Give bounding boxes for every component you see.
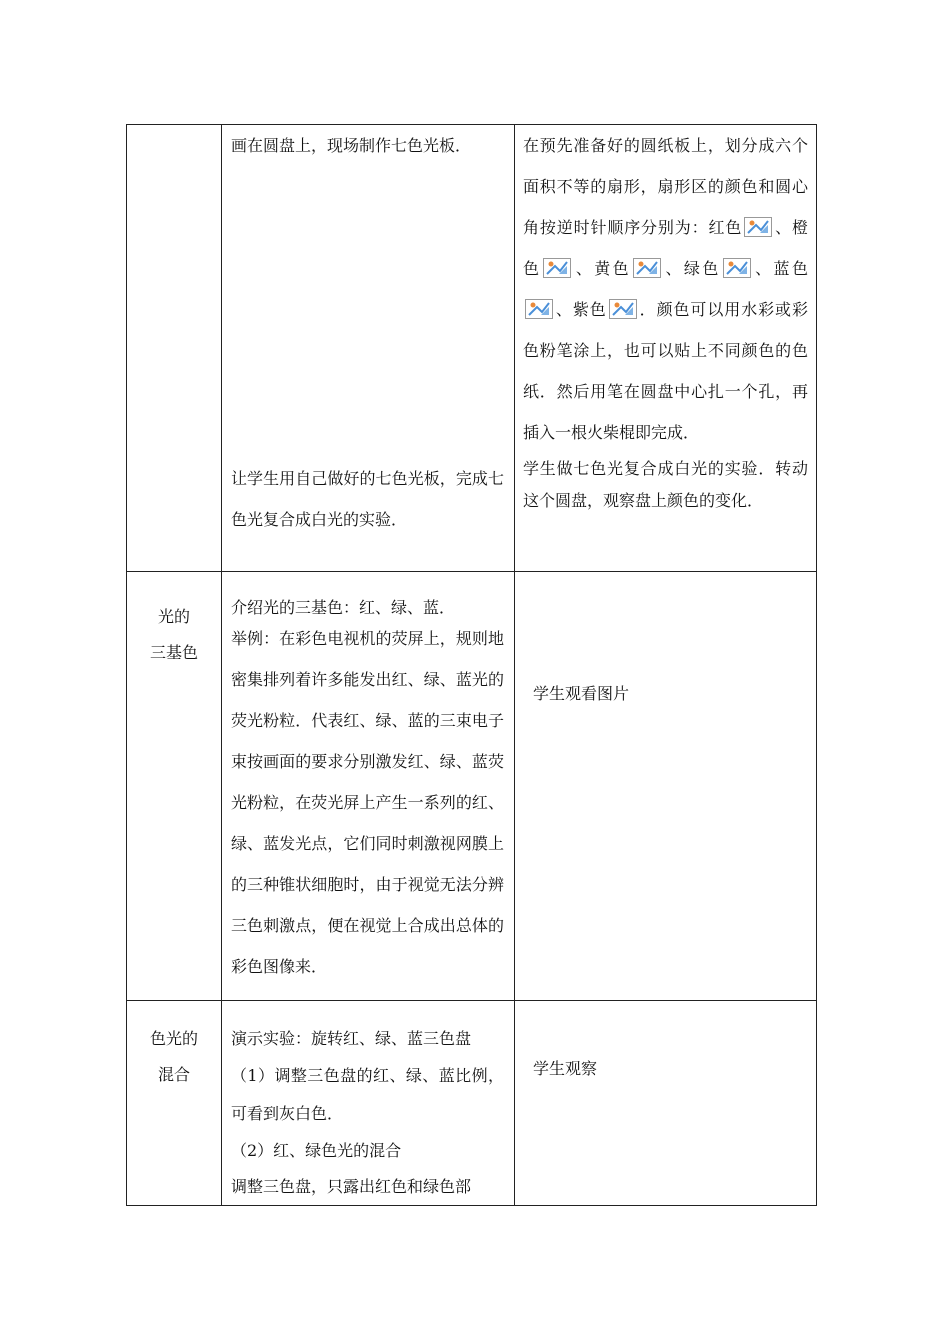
student-text: 、紫色 — [555, 300, 607, 319]
teacher-text: 调整三色盘，只露出红色和绿色部 — [231, 1177, 472, 1196]
table-row — [127, 1001, 817, 1206]
student-text: 学生观察 — [533, 1059, 598, 1078]
student-activity-cell — [515, 1001, 817, 1206]
topic-label: 混合 — [157, 1065, 190, 1084]
teacher-text: 画在圆盘上，现场制作七色光板． — [231, 136, 472, 155]
teacher-activity-cell — [222, 125, 515, 572]
topic-label: 色光的 — [149, 1029, 198, 1048]
topic-cell — [127, 572, 222, 1001]
broken-image-icon — [525, 299, 553, 319]
topic-cell — [127, 1001, 222, 1206]
topic-label: 三基色 — [149, 643, 198, 662]
student-text: 在预先准备好的圆纸板上，划分成六个面积不等的扇形，扇形区的颜色和圆心角按逆时针顺序分别为：红色 — [523, 136, 808, 237]
broken-image-icon — [633, 258, 661, 278]
teacher-text: （1）调整三色盘的红、绿、蓝比例，可看到灰白色． — [231, 1066, 504, 1123]
student-text: 学生观看图片 — [533, 684, 630, 703]
student-text: 、绿色 — [663, 259, 721, 278]
lesson-table — [126, 124, 817, 1206]
teacher-text: （2）红、绿色光的混合 — [231, 1141, 402, 1160]
broken-image-icon — [723, 258, 751, 278]
teacher-activity-cell — [222, 572, 515, 1001]
topic-label: 光的 — [157, 607, 190, 626]
table-row — [127, 572, 817, 1001]
teacher-text: 让学生用自己做好的七色光板，完成七色光复合成白光的实验． — [231, 469, 504, 529]
student-activity-cell — [515, 125, 817, 572]
teacher-text: 介绍光的三基色：红、绿、蓝． — [231, 598, 456, 617]
student-activity-cell — [515, 572, 817, 1001]
broken-image-icon — [744, 217, 772, 237]
teacher-activity-cell — [222, 1001, 515, 1206]
student-text: 、橙色 — [523, 218, 808, 278]
teacher-text: 举例：在彩色电视机的荧屏上，规则地密集排列着许多能发出红、绿、蓝光的荧光粉粒．代表红、绿、蓝的三束电子束按画面的要求分别激发红、绿、蓝荧光粉粒，在荧光屏上产生一系列的红、绿、蓝发光点，它们同时刺激视网膜上的三种锥状细胞时，由于视觉无法分辨三色刺激点，便在视觉上合成出总体的彩色图像来． — [231, 629, 504, 976]
broken-image-icon — [543, 258, 571, 278]
table-row — [127, 125, 817, 572]
student-text-block — [523, 125, 808, 453]
topic-cell — [127, 125, 222, 572]
student-text: ．颜色可以用水彩或彩色粉笔涂上，也可以贴上不同颜色的色纸．然后用笔在圆盘中心扎一个孔，再插入一根火柴棍即完成． — [523, 300, 808, 442]
broken-image-icon — [609, 299, 637, 319]
teacher-text: 演示实验：旋转红、绿、蓝三色盘 — [231, 1029, 472, 1048]
student-text: 学生做七色光复合成白光的实验．转动这个圆盘，观察盘上颜色的变化． — [523, 459, 808, 510]
student-text: 、蓝色 — [752, 259, 808, 278]
student-text: 、黄色 — [573, 259, 632, 278]
